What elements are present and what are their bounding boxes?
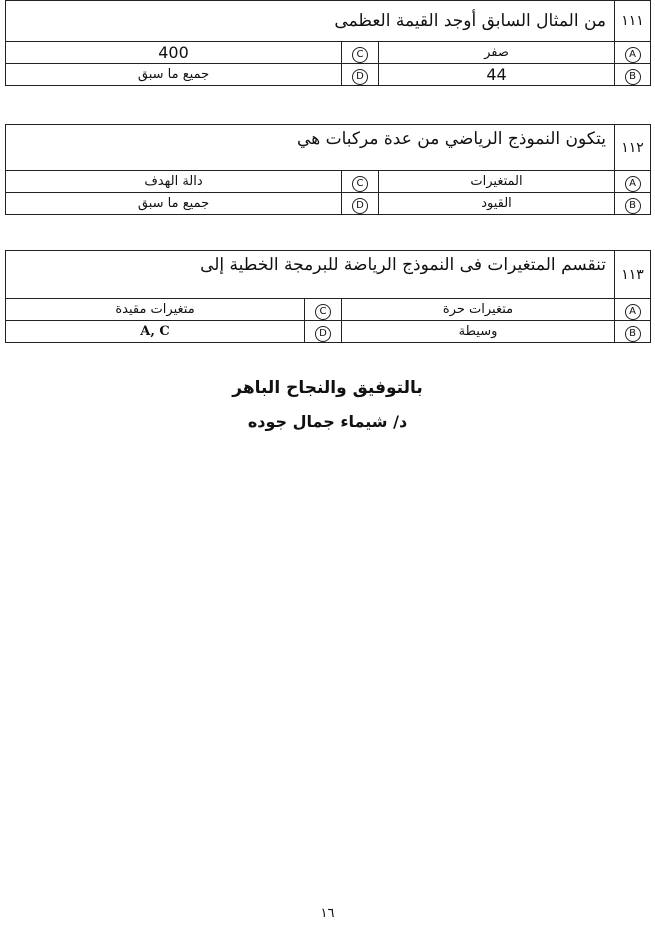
question-113-table <box>5 250 651 343</box>
question-111-table <box>5 0 651 86</box>
option-a-marker[interactable]: A <box>625 47 641 63</box>
question-number: ١١٢ <box>615 125 651 171</box>
option-d-text: جميع ما سبق <box>6 64 342 86</box>
closing-wish: بالتوفيق والنجاح الباهر <box>232 378 423 398</box>
option-b-text: وسيطة <box>342 321 615 343</box>
option-b-marker[interactable]: B <box>625 198 641 214</box>
question-112-table <box>5 124 651 215</box>
option-b-text: 44 <box>379 64 615 86</box>
option-c-text: متغيرات مقيدة <box>6 299 305 321</box>
option-d-text: A, C <box>6 321 305 343</box>
option-b-marker[interactable]: B <box>625 69 641 85</box>
option-d-marker[interactable]: D <box>315 326 331 342</box>
option-d-marker[interactable]: D <box>352 198 368 214</box>
question-number: ١١١ <box>615 1 651 42</box>
question-text: تنقسم المتغيرات فى النموذج الرياضة للبرمجة الخطية إلى <box>6 251 615 299</box>
option-d-marker[interactable]: D <box>352 69 368 85</box>
option-c-text: 400 <box>6 42 342 64</box>
question-text: يتكون النموذج الرياضي من عدة مركبات هي <box>6 125 615 171</box>
author-signature: د/ شيماء جمال جوده <box>247 412 408 431</box>
option-c-text: دالة الهدف <box>6 171 342 193</box>
question-text: من المثال السابق أوجد القيمة العظمى <box>6 1 615 42</box>
option-c-marker[interactable]: C <box>352 47 368 63</box>
option-b-marker[interactable]: B <box>625 326 641 342</box>
question-number: ١١٣ <box>615 251 651 299</box>
option-d-text: جميع ما سبق <box>6 193 342 215</box>
page-number: ١٦ <box>320 906 335 921</box>
option-b-text: القيود <box>379 193 615 215</box>
option-a-text: المتغيرات <box>379 171 615 193</box>
option-a-marker[interactable]: A <box>625 176 641 192</box>
option-c-marker[interactable]: C <box>352 176 368 192</box>
option-a-text: صفر <box>379 42 615 64</box>
option-c-marker[interactable]: C <box>315 304 331 320</box>
option-a-text: متغيرات حرة <box>342 299 615 321</box>
option-a-marker[interactable]: A <box>625 304 641 320</box>
